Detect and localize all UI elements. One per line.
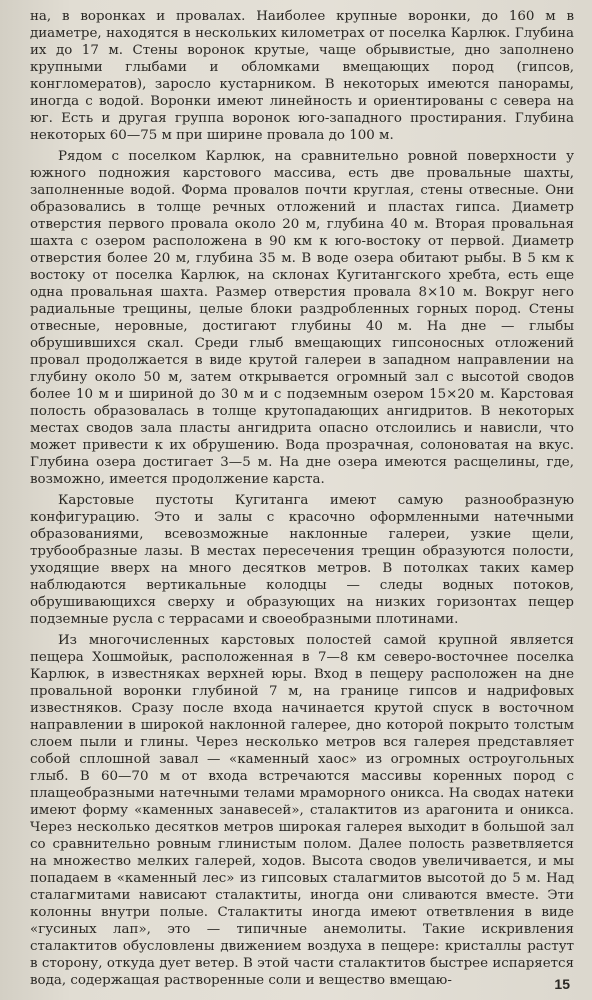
page-number: 15: [554, 976, 570, 992]
paragraph-khoshmoyyk-cave: Из многочисленных карстовых полостей самой крупной является пещера Хошмойык, расположенная в 7—8 км северо-восточнее поселка Карлюк, в известняках верхней юры. Вход в пещеру расположен на дне провальной воронки глубиной 7 м, на границе гипсов и надрифовых известняков. Сразу после входа начинается крутой спуск в восточном направлении в широкой наклонной галерее, дно которой покрыто толстым слоем пыли и глины. Через несколько метров вся галерея представляет собой сплошной завал — «каменный хаос» из огромных остроугольных глыб. В 60—70 м от входа встречаются массивы коренных пород с плащеобразными натечными телами мраморного оникса. На сводах натеки имеют форму «каменных занавесей», сталактитов из арагонита и оникса. Через несколько десятков метров широкая галерея выходит в большой зал со сравнительно ровным глинистым полом. Далее полость разветвляется на множество мелких галерей, ходов. Высота сводов увеличивается, и мы попадаем в «каменный лес» из гипсовых сталагмитов высотой до 5 м. Над сталагмитами нависают сталактиты, иногда они сливаются вместе. Эти колонны внутри полые. Сталактиты иногда имеют ответвления в виде «гусиных лап», это — типичные анемолиты. Такие искривления сталактитов обусловлены движением воздуха в пещере: кристаллы растут в сторону, откуда дует ветер. В этой части сталактитов быстрее испаряется вода, содержащая растворенные соли и вещество вмещаю-: [30, 633, 574, 988]
paragraph-continuation: на, в воронках и провалах. Наиболее крупные воронки, до 160 м в диаметре, находятся в нескольких километрах от поселка Карлюк. Глубина их до 17 м. Стены воронок крутые, чаще обрывистые, дно заполнено крупными глыбами и обломками вмещающих пород (гипсов, конгломератов), заросло кустарником. В некоторых имеются панорамы, иногда с водой. Воронки имеют линейность и ориентированы с севера на юг. Есть и другая группа воронок юго-западного простирания. Глубина некоторых 60—75 м при ширине провала до 100 м.: [30, 9, 574, 143]
paragraph-karst-voids: Карстовые пустоты Кугитанга имеют самую разнообразную конфигурацию. Это и залы с красочно оформленными натечными образованиями, всевозможные наклонные галереи, узкие щели, трубообразные лазы. В местах пересечения трещин образуются полости, уходящие вверх на много десятков метров. В потолках таких камер наблюдаются вертикальные колодцы — следы водных потоков, обрушивающихся сверху и образующих на низких горизонтах пещер подземные русла с террасами и своеобразными плотинами.: [30, 493, 574, 627]
paragraph-karlyuk-shafts: Рядом с поселком Карлюк, на сравнительно ровной поверхности у южного подножия карстового массива, есть две провальные шахты, заполненные водой. Форма провалов почти круглая, стены отвесные. Они образовались в толще речных отложений и пластах гипса. Диаметр отверстия первого провала около 20 м, глубина 40 м. Вторая провальная шахта с озером расположена в 90 км к юго-востоку от первой. Диаметр отверстия более 20 м, глубина 35 м. В воде озера обитают рыбы. В 5 км к востоку от поселка Карлюк, на склонах Кугитангского хребта, есть еще одна провальная шахта. Размер отверстия провала 8×10 м. Вокруг него радиальные трещины, целые блоки раздробленных горных пород. Стены отвесные, неровные, достигают глубины 40 м. На дне — глыбы обрушившихся скал. Среди глыб вмещающих гипсоносных отложений провал продолжается в виде крутой галереи в западном направлении на глубину около 50 м, затем открывается огромный зал с высотой сводов более 10 м и шириной до 30 м и с подземным озером 15×20 м. Карстовая полость образовалась в толще крутопадающих ангидритов. В некоторых местах сводов зала пласты ангидрита опасно отслоились и нависли, что может привести к их обрушению. Вода прозрачная, солоноватая на вкус. Глубина озера достигает 3—5 м. На дне озера имеются расщелины, где, возможно, имеется продолжение карста.: [30, 149, 574, 487]
